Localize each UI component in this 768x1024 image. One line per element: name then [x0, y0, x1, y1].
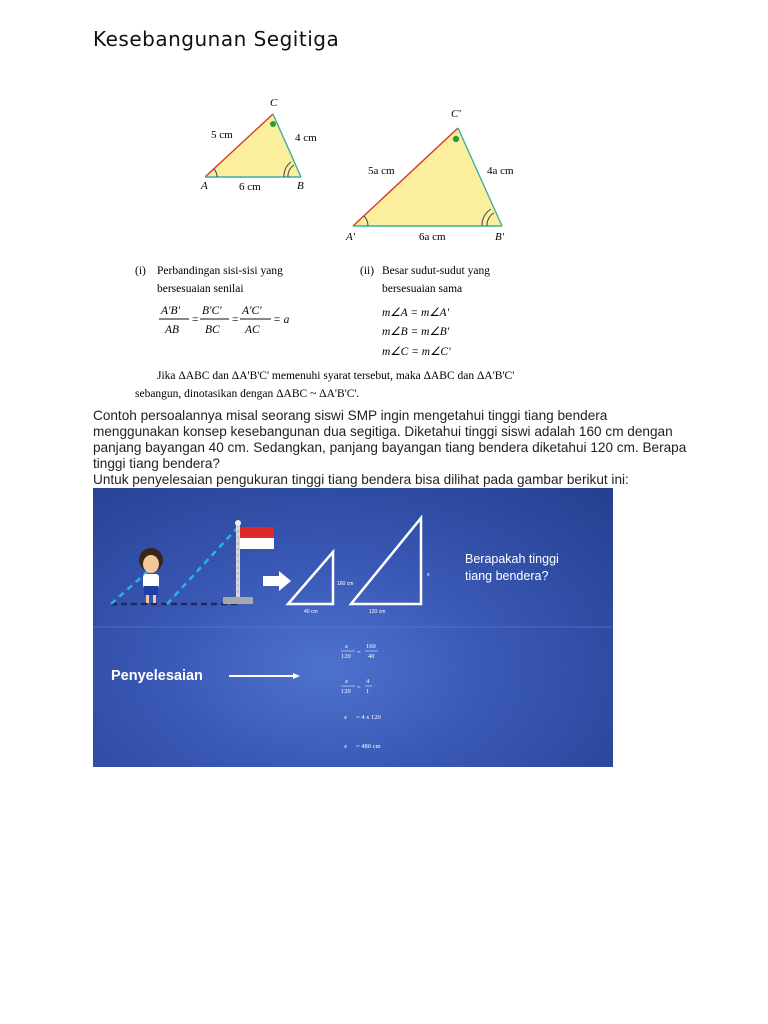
small-triangle — [200, 97, 317, 193]
vertex-c-label: C — [270, 97, 278, 109]
ratio-n3: A'C' — [242, 305, 262, 317]
side-ac-prime-label: 5a cm — [368, 165, 395, 177]
step3-lhs: x — [344, 714, 347, 721]
conclusion-line2: sebangun, dinotasikan dengan ΔABC ~ ΔA'B'C'. — [135, 388, 360, 400]
slide-question-line1: Berapakah tinggi — [465, 552, 559, 566]
rule-ii-number: (ii) — [360, 265, 375, 277]
conclusion-line1: Jika ΔABC dan ΔA'B'C' memenuhi syarat tersebut, maka ΔABC dan ΔA'B'C' — [157, 370, 515, 382]
rule-ii-line2: bersesuaian sama — [382, 283, 463, 295]
similar-triangles-figure — [125, 92, 625, 402]
side-ab-label: 6 cm — [239, 181, 261, 193]
ratio-d1: AB — [165, 324, 180, 336]
side-bc-label: 4 cm — [295, 132, 317, 144]
slide-drawing — [93, 488, 613, 767]
paragraph-line: tinggi tiang bendera? — [93, 456, 220, 471]
step1-num-right: 160 — [366, 643, 376, 650]
step2-den-right: 1 — [366, 688, 370, 695]
ratio-d3: AC — [245, 324, 260, 336]
solution-slide — [93, 488, 613, 767]
rule-angle-equal — [360, 265, 490, 358]
vertex-a-prime-label: A' — [346, 231, 356, 243]
step1-den-left: 120 — [341, 653, 351, 660]
step2-num-right: 4 — [366, 678, 370, 685]
vertex-b-label: B — [297, 180, 304, 192]
paragraph-line: panjang bayangan 40 cm. Sedangkan, panjang bayangan tiang bendera diketahui 120 cm. Berapa — [93, 440, 687, 455]
ratio-n2: B'C' — [202, 305, 222, 317]
large-triangle-base-label: 120 cm — [369, 609, 386, 615]
paragraph-line: Untuk penyelesaian pengukuran tinggi tiang bendera bisa dilihat pada gambar berikut ini: — [93, 472, 629, 487]
angle-eq-b: m∠B = m∠B' — [382, 326, 450, 338]
vertex-c-prime-label: C' — [451, 108, 461, 120]
rule-side-ratio — [135, 265, 290, 336]
side-ac-label: 5 cm — [211, 129, 233, 141]
step2-eq: = — [357, 684, 361, 691]
rule-i-number: (i) — [135, 265, 146, 277]
ratio-eq1: = — [192, 314, 199, 326]
step3-rhs: = 4 x 120 — [356, 714, 381, 721]
solution-steps — [341, 643, 381, 750]
problem-paragraph — [93, 408, 753, 488]
ratio-d2: BC — [205, 324, 220, 336]
side-ab-prime-label: 6a cm — [419, 231, 446, 243]
rule-i-line2: bersesuaian senilai — [157, 283, 244, 295]
ratio-eq2: = — [232, 314, 239, 326]
rule-ii-line1: Besar sudut-sudut yang — [382, 265, 490, 277]
large-triangle-height-label: 160 cm — [337, 581, 354, 587]
shadow-diagram — [111, 518, 430, 615]
solution-label: Penyelesaian — [111, 668, 203, 684]
step1-den-right: 40 — [368, 653, 375, 660]
page-title: Kesebangunan Segitiga — [93, 27, 340, 51]
student-figure — [139, 548, 163, 603]
step4-lhs: x — [344, 743, 347, 750]
ratio-result: = a — [273, 314, 290, 326]
step2-num-left: x — [345, 678, 348, 685]
small-triangle-base-label: 40 cm — [304, 609, 318, 615]
large-triangle — [345, 108, 514, 243]
rule-i-line1: Perbandingan sisi-sisi yang — [157, 265, 283, 277]
step1-eq: = — [357, 649, 361, 656]
paragraph-line: menggunakan konsep kesebangunan dua segitiga. Diketahui tinggi siswi adalah 160 cm dengan — [93, 424, 673, 439]
vertex-b-prime-label: B' — [495, 231, 505, 243]
step4-rhs: = 480 cm — [356, 743, 381, 750]
side-bc-prime-label: 4a cm — [487, 165, 514, 177]
angle-eq-a: m∠A = m∠A' — [382, 307, 450, 319]
step1-num-left: x — [345, 643, 348, 650]
large-triangle-unknown-label: x — [427, 572, 430, 578]
slide-question-line2: tiang bendera? — [465, 569, 549, 583]
paragraph-line: Contoh persoalannya misal seorang siswi SMP ingin mengetahui tinggi tiang bendera — [93, 408, 608, 423]
step2-den-left: 120 — [341, 688, 351, 695]
ratio-n1: A'B' — [161, 305, 180, 317]
angle-eq-c: m∠C = m∠C' — [382, 346, 451, 358]
flagpole — [223, 520, 274, 604]
vertex-a-label: A — [201, 180, 208, 192]
